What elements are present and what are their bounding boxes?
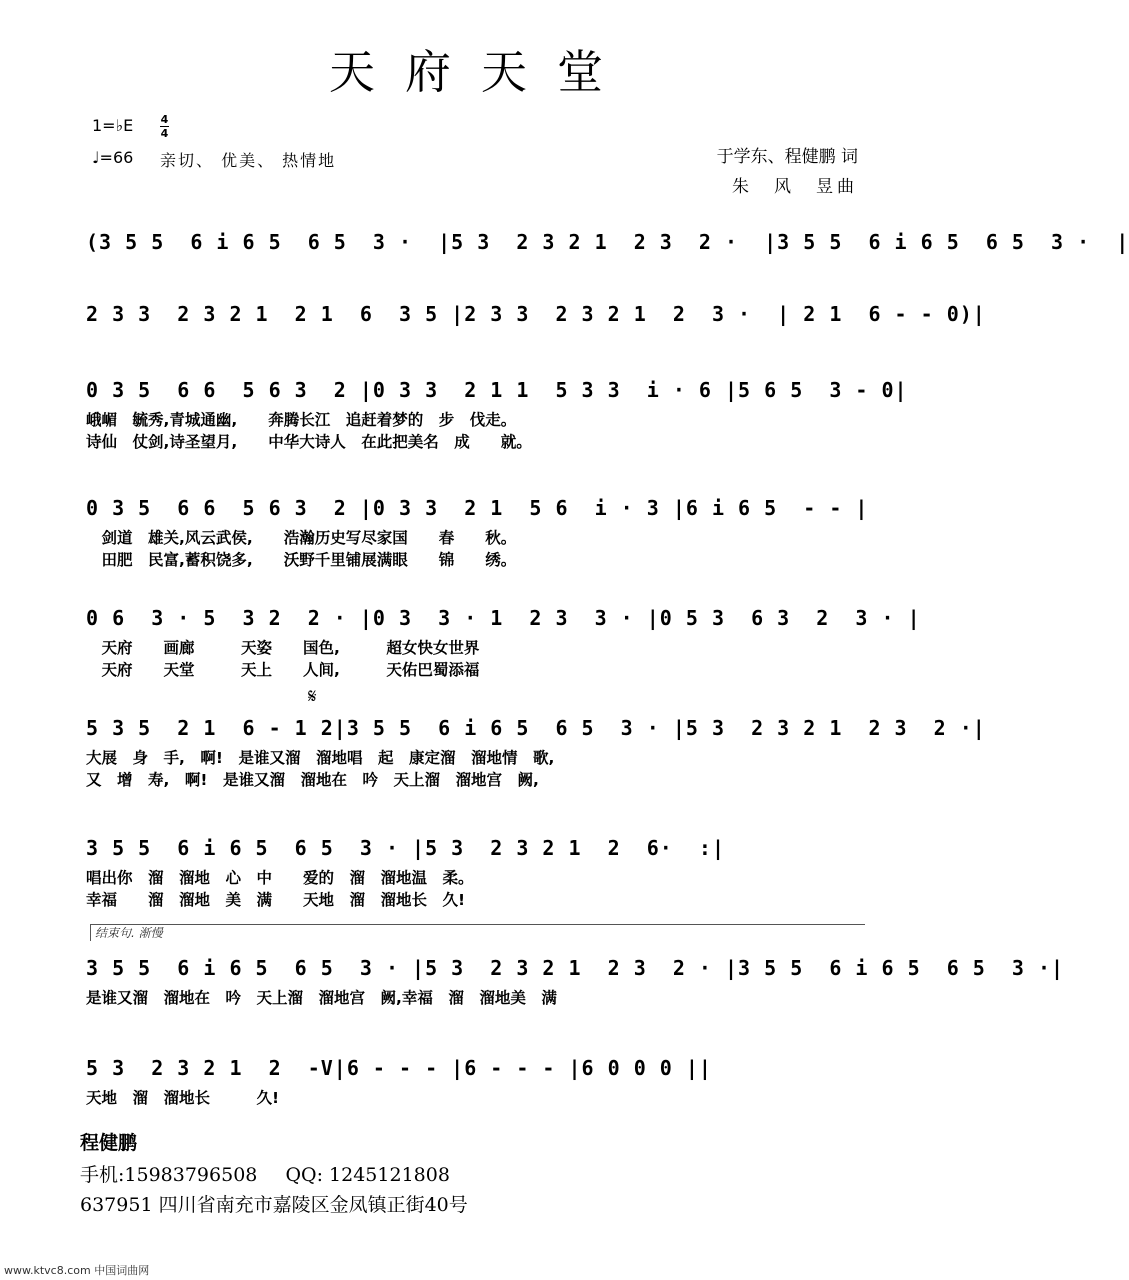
ending-annotation: 结束句. 渐慢 <box>90 924 865 941</box>
lyric-line: 峨嵋 毓秀,青城通幽, 奔腾长江 追赶着梦的 步 伐走。 <box>86 411 517 429</box>
lyric-line: 大展 身 手, 啊! 是谁又溜 溜地唱 起 康定溜 溜地情 歌, <box>86 749 555 767</box>
notation-line: 3 5 5 6 i 6 5 6 5 3 · |5 3 2 3 2 1 2 3 2 · |3 5 5 6 i 6 5 6 5 3 ·| <box>86 956 1065 980</box>
segno-sign: 𝄋 <box>308 684 317 708</box>
lyric-line: 田肥 民富,蓄积饶多, 沃野千里铺展满眼 锦 绣。 <box>86 551 517 569</box>
key-signature: 1=♭E <box>92 116 134 135</box>
lyric-line: 又 增 寿, 啊! 是谁又溜 溜地在 吟 天上溜 溜地宫 阙, <box>86 771 539 789</box>
lyric-line: 诗仙 仗剑,诗圣望月, 中华大诗人 在此把美名 成 就。 <box>86 433 532 451</box>
lyric-line: 幸福 溜 溜地 美 满 天地 溜 溜地长 久! <box>86 891 466 909</box>
expression-marking: 亲切、 优美、 热情地 <box>160 151 337 170</box>
lyric-line: 剑道 雄关,风云武侯, 浩瀚历史写尽家国 春 秋。 <box>86 529 517 547</box>
time-signature <box>160 114 169 139</box>
time-sig-bottom: 4 <box>160 127 169 140</box>
time-sig-top: 4 <box>160 113 169 126</box>
lyric-line: 天府 画廊 天姿 国色, 超女快女世界 <box>86 639 480 657</box>
phone-label: 手机: <box>80 1164 125 1186</box>
notation-line: 0 6 3 · 5 3 2 2 · |0 3 3 · 1 2 3 3 · |0 5 3 6 3 2 3 · | <box>86 606 921 630</box>
lyric-line: 天府 天堂 天上 人间, 天佑巴蜀添福 <box>86 661 480 679</box>
lyric-line: 唱出你 溜 溜地 心 中 爱的 溜 溜地温 柔。 <box>86 869 474 887</box>
song-title: 天府天堂 <box>329 45 633 99</box>
contact-address: 637951 四川省南充市嘉陵区金凤镇正街40号 <box>80 1194 468 1216</box>
lyricist-credit: 于学东、程健鹏 词 <box>716 147 858 167</box>
composer-credit: 朱 风 昱曲 <box>732 177 858 197</box>
notation-line: 0 3 5 6 6 5 6 3 2 |0 3 3 2 1 5 6 i · 3 |6 i 6 5 - - | <box>86 496 869 520</box>
site-footer: www.ktvc8.com 中国词曲网 <box>4 1264 150 1277</box>
tempo-marking: ♩=66 <box>92 148 134 167</box>
contact-name: 程健鹏 <box>80 1132 138 1154</box>
notation-line: 5 3 5 2 1 6 - 1 2|3 5 5 6 i 6 5 6 5 3 · |5 3 2 3 2 1 2 3 2 ·| <box>86 716 986 740</box>
qq-number: 1245121808 <box>329 1164 450 1186</box>
qq-label: QQ: <box>285 1164 323 1186</box>
contact-phone-row <box>80 1160 450 1187</box>
lyric-line: 是谁又溜 溜地在 吟 天上溜 溜地宫 阙,幸福 溜 溜地美 满 <box>86 989 557 1007</box>
notation-line: 3 5 5 6 i 6 5 6 5 3 · |5 3 2 3 2 1 2 6· :| <box>86 836 726 860</box>
lyric-line: 天地 溜 溜地长 久! <box>86 1089 280 1107</box>
phone-number: 15983796508 <box>124 1164 258 1186</box>
notation-line: 2 3 3 2 3 2 1 2 1 6 3 5 |2 3 3 2 3 2 1 2 3 · | 2 1 6 - - 0)| <box>86 302 986 326</box>
notation-line: 0 3 5 6 6 5 6 3 2 |0 3 3 2 1 1 5 3 3 i · 6 |5 6 5 3 - 0| <box>86 378 908 402</box>
notation-line: (3 5 5 6 i 6 5 6 5 3 · |5 3 2 3 2 1 2 3 2 · |3 5 5 6 i 6 5 6 5 3 · | <box>86 230 1129 254</box>
notation-line: 5 3 2 3 2 1 2 -V|6 - - - |6 - - - |6 0 0 0 || <box>86 1056 712 1080</box>
